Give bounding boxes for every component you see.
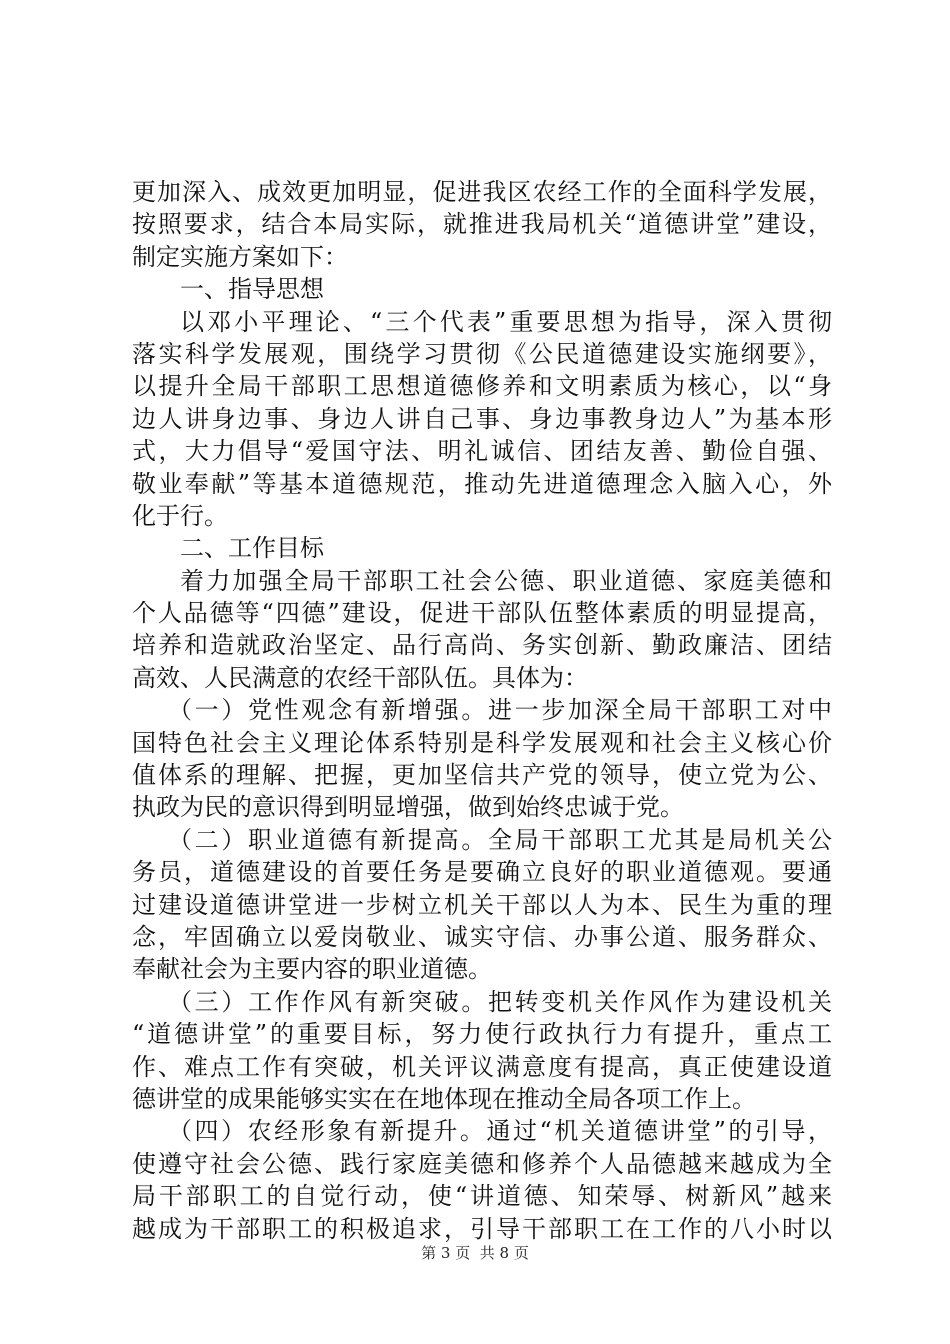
text-line: 念，牢固确立以爱岗敬业、诚实守信、办事公道、服务群众、 — [132, 922, 832, 951]
text-line: 使遵守社会公德、践行家庭美德和修养个人品德越来越成为全 — [132, 1149, 832, 1178]
document-body — [132, 176, 832, 1245]
text-line: 制定实施方案如下： — [132, 242, 348, 271]
text-line: 值体系的理解、把握，更加坚信共产党的领导，使立党为公、 — [132, 761, 832, 790]
text-line: 以提升全局干部职工思想道德修养和文明素质为核心，以“身 — [132, 372, 832, 401]
page-footer — [0, 1242, 950, 1263]
text-line: 个人品德等“四德”建设，促进干部队伍整体素质的明显提高， — [132, 599, 832, 628]
text-line: （三）工作作风有新突破。把转变机关作风作为建设机关 — [168, 987, 832, 1016]
text-line: 化于行。 — [132, 501, 228, 530]
text-line: 国特色社会主义理论体系特别是科学发展观和社会主义核心价 — [132, 728, 832, 757]
text-line: 落实科学发展观，围绕学习贯彻《公民道德建设实施纲要》， — [132, 339, 832, 368]
text-line: 按照要求，结合本局实际，就推进我局机关“道德讲堂”建设， — [132, 210, 832, 239]
text-line: 高效、人民满意的农经干部队伍。具体为： — [132, 663, 588, 692]
text-line: 以邓小平理论、“三个代表”重要思想为指导，深入贯彻 — [180, 307, 832, 336]
text-line: 局干部职工的自觉行动，使“讲道德、知荣辱、树新风”越来 — [132, 1182, 832, 1211]
page-number-label: 第 3 页 共 8 页 — [421, 1244, 529, 1262]
text-line: （二）职业道德有新提高。全局干部职工尤其是局机关公 — [168, 825, 832, 854]
text-line: 边人讲身边事、身边人讲自己事、身边事教身边人”为基本形 — [132, 404, 832, 433]
text-line: 作、难点工作有突破，机关评议满意度有提高，真正使建设道 — [132, 1052, 832, 1081]
section-heading: 一、指导思想 — [180, 275, 324, 304]
text-line: “道德讲堂”的重要目标，努力使行政执行力有提升，重点工 — [132, 1020, 832, 1049]
text-line: （四）农经形象有新提升。通过“机关道德讲堂”的引导， — [168, 1117, 832, 1146]
section-heading: 二、工作目标 — [180, 534, 324, 563]
text-line: 执政为民的意识得到明显增强，做到始终忠诚于党。 — [132, 793, 684, 822]
text-line: 德讲堂的成果能够实实在在地体现在推动全局各项工作上。 — [132, 1084, 756, 1113]
text-line: 务员，道德建设的首要任务是要确立良好的职业道德观。要通 — [132, 858, 832, 887]
text-line: 着力加强全局干部职工社会公德、职业道德、家庭美德和 — [180, 566, 832, 595]
text-line: （一）党性观念有新增强。进一步加深全局干部职工对中 — [168, 696, 832, 725]
text-line: 式，大力倡导“爱国守法、明礼诚信、团结友善、勤俭自强、 — [132, 437, 832, 466]
text-line: 敬业奉献”等基本道德规范，推动先进道德理念入脑入心，外 — [132, 469, 832, 498]
text-line: 培养和造就政治坚定、品行高尚、务实创新、勤政廉洁、团结 — [132, 631, 832, 660]
text-line: 越成为干部职工的积极追求，引导干部职工在工作的八小时以 — [132, 1214, 832, 1243]
text-line: 更加深入、成效更加明显，促进我区农经工作的全面科学发展， — [132, 178, 832, 206]
text-line: 过建设道德讲堂进一步树立机关干部以人为本、民生为重的理 — [132, 890, 832, 919]
text-line: 奉献社会为主要内容的职业道德。 — [132, 955, 492, 984]
